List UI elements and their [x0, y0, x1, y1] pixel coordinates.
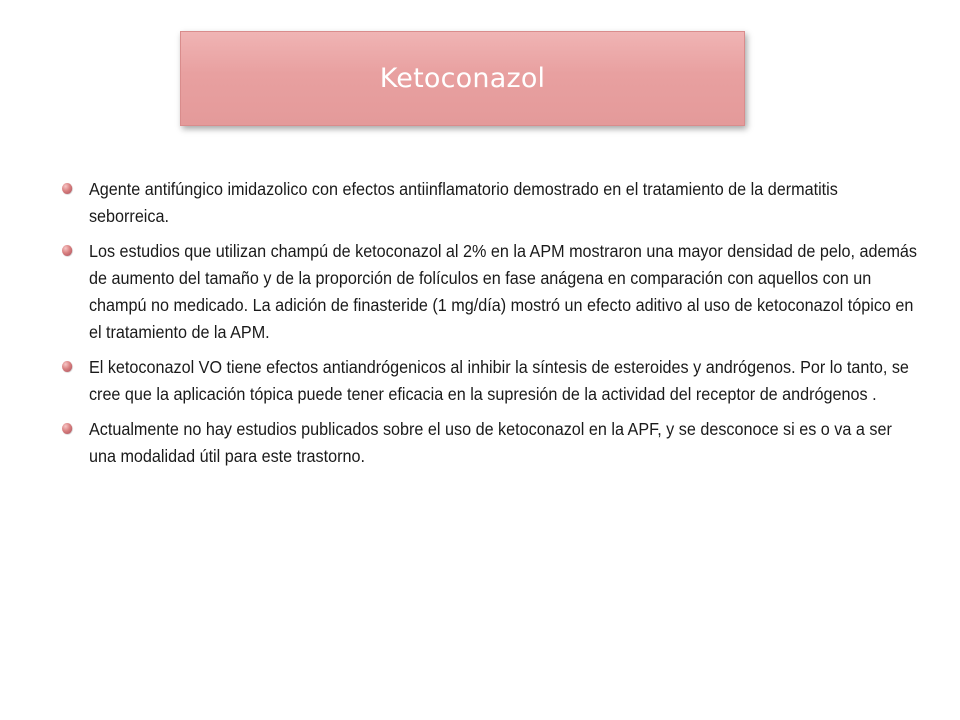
bullet-item	[62, 238, 921, 346]
bullet-item	[62, 354, 921, 408]
bullet-text: El ketoconazol VO tiene efectos antiandrógenicos al inhibir la síntesis de esteroides y andrógenos. Por lo tanto, se cree que la aplicación tópica puede tener eficacia en la supresión de la actividad del receptor de andrógenos .	[88, 357, 909, 404]
bullet-item	[62, 176, 921, 230]
bullet-icon	[62, 245, 72, 256]
bullet-icon	[62, 423, 72, 434]
bullet-text: Agente antifúngico imidazolico con efectos antiinflamatorio demostrado en el tratamiento de la dermatitis seborreica.	[88, 179, 838, 226]
title-box	[180, 31, 745, 126]
bullet-text: Actualmente no hay estudios publicados sobre el uso de ketoconazol en la APF, y se desconoce si es o va a ser una modalidad útil para este trastorno.	[88, 419, 892, 466]
bullet-item	[62, 416, 921, 470]
bullet-icon	[62, 361, 72, 372]
bullet-icon	[62, 183, 72, 194]
bullet-text: Los estudios que utilizan champú de ketoconazol al 2% en la APM mostraron una mayor densidad de pelo, además de aumento del tamaño y de la proporción de folículos en fase anágena en comparación con aquellos con un champú no medicado. La adición de finasteride (1 mg/día) mostró un efecto aditivo al uso de ketoconazol tópico en el tratamiento de la APM.	[88, 241, 918, 342]
bullet-list	[62, 176, 922, 478]
slide-title: Ketoconazol	[379, 63, 546, 94]
